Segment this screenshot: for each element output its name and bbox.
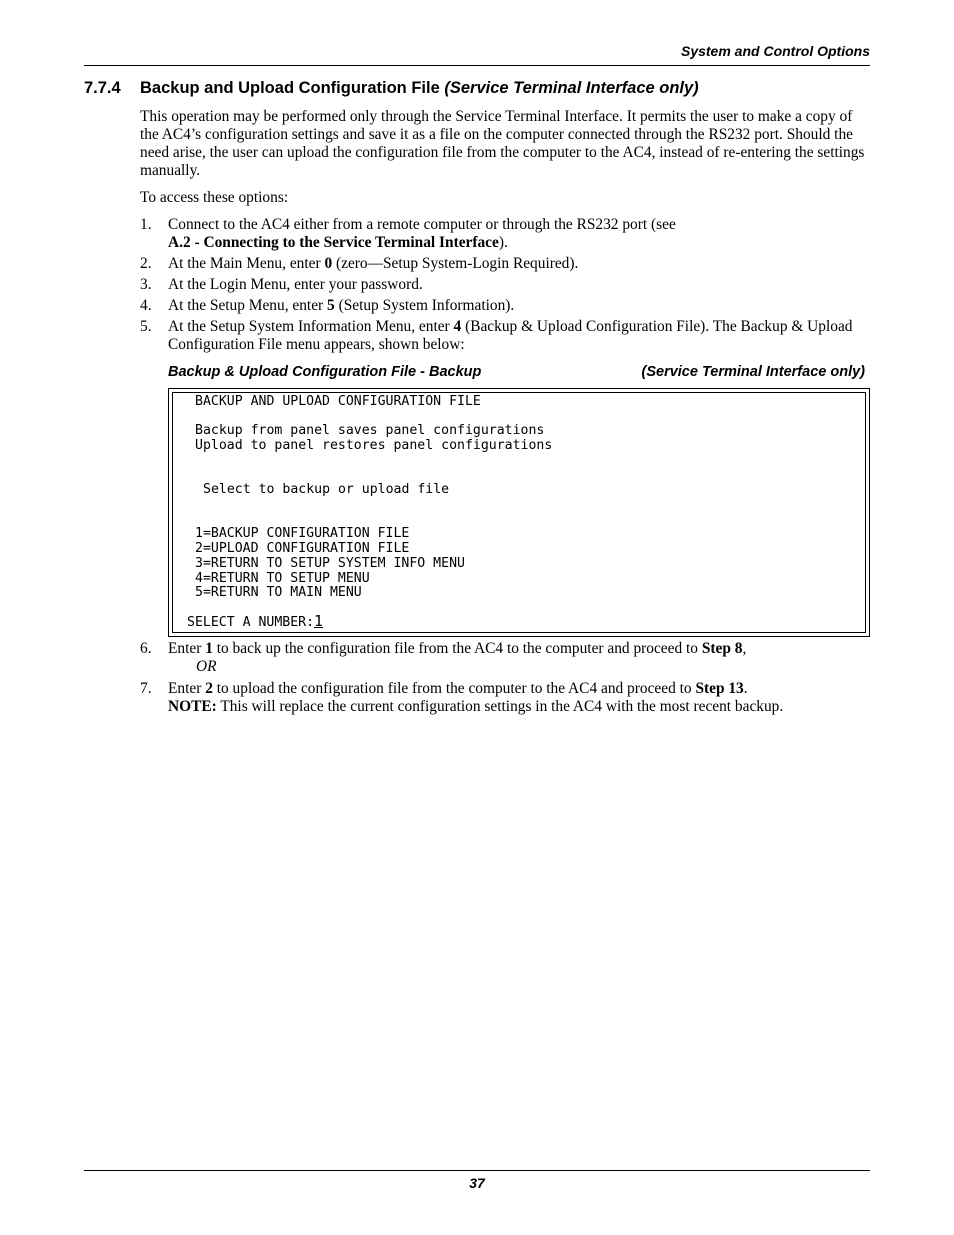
menu-option: 4=RETURN TO SETUP MENU xyxy=(195,571,370,586)
steps-list xyxy=(140,216,870,357)
menu-option: 5=RETURN TO MAIN MENU xyxy=(195,585,362,600)
footer-rule xyxy=(84,1170,870,1171)
or-separator: OR xyxy=(196,658,217,675)
step-text: At the Main Menu, enter xyxy=(168,255,325,272)
terminal-description: Upload to panel restores panel configurations xyxy=(195,438,553,453)
step-key: 1 xyxy=(205,640,213,657)
list-item xyxy=(140,216,870,252)
step-number: 4. xyxy=(140,297,152,314)
select-number-label: SELECT A NUMBER: xyxy=(187,615,315,630)
section-title: Backup and Upload Configuration File xyxy=(140,79,440,97)
step-text: (Setup System Information). xyxy=(334,297,515,314)
menu-option: 1=BACKUP CONFIGURATION FILE xyxy=(195,526,410,541)
step-text: At the Login Menu, enter your password. xyxy=(168,276,423,293)
step-text: (zero—Setup System-Login Required). xyxy=(332,255,579,272)
intro-paragraph: This operation may be performed only through the Service Terminal Interface. It permits the user to make a copy of the AC4’s configuration settings and save it as a file on the computer connected through the RS232 port. Should the need arise, the user can upload the configuration file from the computer to the AC4, instead of re-entering the settings manually. xyxy=(140,108,865,179)
running-header: System and Control Options xyxy=(680,43,870,59)
list-item xyxy=(140,276,870,294)
list-item xyxy=(140,297,870,315)
step-text: ). xyxy=(498,234,508,251)
section-qualifier: (Service Terminal Interface only) xyxy=(444,79,699,97)
step-number: 2. xyxy=(140,255,152,272)
step-key: 0 xyxy=(324,255,333,272)
step-text: to back up the configuration file from the AC4 to the computer and proceed to xyxy=(212,640,702,657)
section-heading xyxy=(84,79,699,98)
note-text: This will replace the current configuration settings in the AC4 with the most recent backup. xyxy=(216,698,784,715)
step-key: 2 xyxy=(205,680,213,697)
cross-reference: A.2 - Connecting to the Service Terminal Interface xyxy=(168,234,499,251)
step-text: . xyxy=(743,680,748,697)
step-text: Enter xyxy=(168,640,206,657)
caption-title: Backup & Upload Configuration File - Backup xyxy=(168,364,482,380)
terminal-description: Backup from panel saves panel configurations xyxy=(195,423,545,438)
list-item xyxy=(140,255,870,273)
step-text: Enter xyxy=(168,680,206,697)
caption-qualifier: (Service Terminal Interface only) xyxy=(641,364,865,380)
menu-option: 3=RETURN TO SETUP SYSTEM INFO MENU xyxy=(195,556,465,571)
list-item xyxy=(140,640,870,676)
list-item xyxy=(140,318,870,354)
step-reference: Step 13 xyxy=(695,680,744,697)
note-label: NOTE: xyxy=(168,698,217,715)
select-number-line xyxy=(187,614,323,630)
page-number: 37 xyxy=(469,1175,485,1191)
terminal-frame xyxy=(172,392,866,633)
step-number: 3. xyxy=(140,276,152,293)
step-text: At the Setup Menu, enter xyxy=(168,297,328,314)
access-lead: To access these options: xyxy=(140,189,289,206)
step-text: At the Setup System Information Menu, enter xyxy=(168,318,454,335)
select-number-value: 1 xyxy=(314,612,324,630)
step-number: 7. xyxy=(140,680,152,697)
terminal-title: BACKUP AND UPLOAD CONFIGURATION FILE xyxy=(195,394,481,409)
step-text: (Backup & Upload Configuration File). The Backup & Upload Configuration File menu appears, shown below: xyxy=(168,318,853,353)
step-key: 4 xyxy=(453,318,462,335)
header-rule xyxy=(84,65,870,66)
step-key: 5 xyxy=(327,297,335,314)
step-number: 6. xyxy=(140,640,152,657)
step-text: , xyxy=(742,640,747,657)
step-reference: Step 8 xyxy=(701,640,743,657)
step-number: 1. xyxy=(140,216,152,233)
steps-list-continued xyxy=(140,640,870,720)
terminal-prompt: Select to backup or upload file xyxy=(203,482,450,497)
menu-option: 2=UPLOAD CONFIGURATION FILE xyxy=(195,541,410,556)
section-number: 7.7.4 xyxy=(84,79,121,97)
list-item xyxy=(140,680,870,716)
terminal-screen xyxy=(168,388,870,637)
step-text: Connect to the AC4 either from a remote computer or through the RS232 port (see xyxy=(168,216,676,233)
figure-caption xyxy=(168,364,865,380)
step-number: 5. xyxy=(140,318,152,335)
step-text: to upload the configuration file from the computer to the AC4 and proceed to xyxy=(212,680,696,697)
